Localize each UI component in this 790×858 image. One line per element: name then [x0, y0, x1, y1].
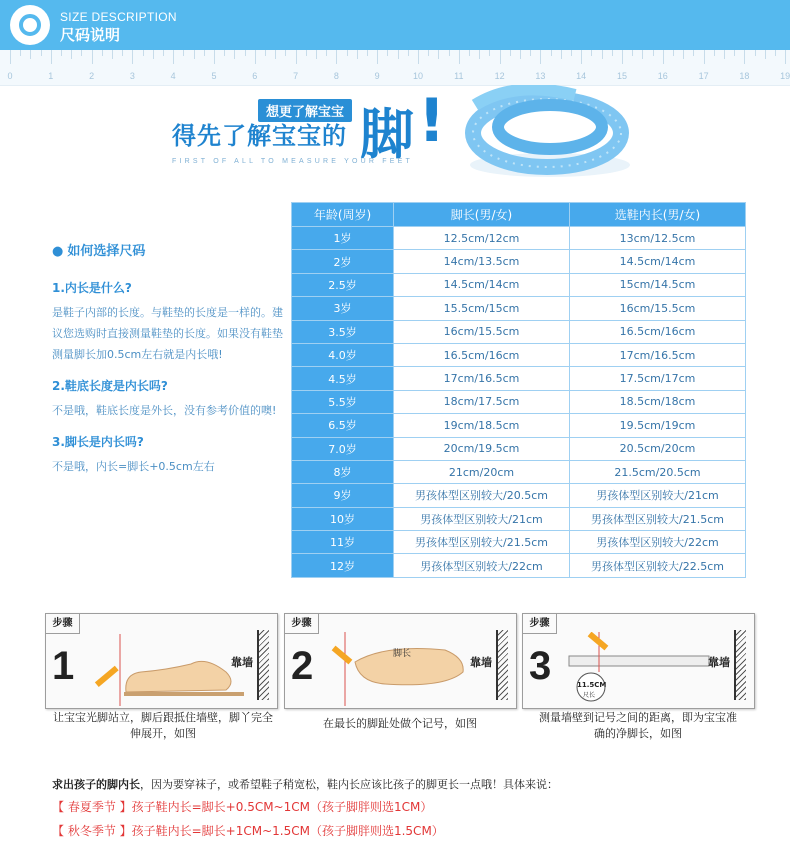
ruler-number: 7	[293, 71, 299, 81]
ruler-number: 0	[7, 71, 13, 81]
table-row	[292, 554, 746, 577]
column-header-age: 年龄(周岁)	[292, 203, 394, 227]
foot-length-cell: 12.5cm/12cm	[394, 227, 570, 250]
ruler-minor-tick	[357, 50, 358, 59]
ruler-number: 8	[333, 71, 339, 81]
guide-title: ● 如何选择尺码	[52, 244, 146, 259]
ruler-tick	[663, 50, 664, 64]
ruler-minor-tick	[275, 50, 276, 59]
table-row	[292, 390, 746, 413]
guide-answer-3: 不是哦，内长=脚长+0.5cm左右	[52, 460, 215, 473]
table-header-row	[292, 203, 746, 227]
age-cell: 10岁	[292, 507, 394, 530]
foot-length-cell: 16.5cm/16cm	[394, 343, 570, 366]
summer-rule: 【 春夏季节 】孩子鞋内长=脚长+0.5CM~1CM（孩子脚胖则选1CM）	[52, 800, 433, 814]
ruler-minor-tick	[326, 50, 327, 56]
inner-length-cell: 13cm/12.5cm	[570, 227, 746, 250]
banner-headline: 得先了解宝宝的	[172, 122, 347, 150]
inner-length-cell: 21.5cm/20.5cm	[570, 460, 746, 483]
age-cell: 1岁	[292, 227, 394, 250]
bottom-intro: 求出孩子的脚内长，因为要穿袜子，或希望鞋子稍宽松，鞋内长应该比孩子的脚更长一点哦！具体来说：	[52, 778, 558, 791]
step-3-label: 步骤	[523, 614, 557, 634]
age-cell: 6.5岁	[292, 414, 394, 437]
ruler-minor-tick	[194, 50, 195, 59]
ruler-number: 5	[211, 71, 217, 81]
guide-answer-2: 不是哦，鞋底长度是外长，没有参考价值的噢!	[52, 404, 277, 417]
inner-length-cell: 17.5cm/17cm	[570, 367, 746, 390]
guide-answer-1: 是鞋子内部的长度。与鞋垫的长度是一样的。建议您选购时直接测量鞋垫的长度。如果没有鞋垫测量脚长加0.5cm左右就是内长哦!	[52, 306, 283, 361]
ruler-tick	[500, 50, 501, 64]
ruler-tick	[581, 50, 582, 64]
ruler-tick	[377, 50, 378, 64]
foot-length-cell: 14.5cm/14cm	[394, 273, 570, 296]
ruler-minor-tick	[183, 50, 184, 56]
ruler-minor-tick	[632, 50, 633, 56]
banner-subtitle: FIRST OF ALL TO MEASURE YOUR FEET	[172, 158, 413, 165]
guide-question-3: 3.脚长是内长吗?	[52, 435, 144, 449]
table-row	[292, 507, 746, 530]
table-row	[292, 320, 746, 343]
foot-length-cell: 15.5cm/15cm	[394, 297, 570, 320]
ruler-minor-tick	[408, 50, 409, 56]
ruler-tick	[10, 50, 11, 64]
guide-question-1: 1.内长是什么?	[52, 281, 132, 295]
ruler-minor-tick	[265, 50, 266, 56]
page-header	[0, 0, 790, 50]
foot-length-cell: 21cm/20cm	[394, 460, 570, 483]
table-row	[292, 484, 746, 507]
ruler-minor-tick	[469, 50, 470, 56]
step-3-wall-icon	[734, 630, 746, 700]
step-2-caption: 在最长的脚趾处做个记号，如图	[323, 717, 477, 730]
ruler-tick	[336, 50, 337, 64]
ruler-number: 9	[374, 71, 380, 81]
step-3-caption: 测量墙壁到记号之间的距离，即为宝宝准确的净脚长，如图	[539, 711, 737, 740]
table-row	[292, 227, 746, 250]
ruler-tick	[418, 50, 419, 64]
foot-length-cell: 男孩体型区别较大/22cm	[394, 554, 570, 577]
foot-top-icon	[325, 632, 475, 706]
ruler-number: 19	[780, 71, 790, 81]
step-2-label: 步骤	[285, 614, 319, 634]
ruler-minor-tick	[81, 50, 82, 56]
ruler-minor-tick	[602, 50, 603, 59]
ruler-minor-tick	[61, 50, 62, 56]
step-1-wall-icon	[257, 630, 269, 700]
ruler-minor-tick	[530, 50, 531, 56]
ruler-tick	[132, 50, 133, 64]
ruler-minor-tick	[775, 50, 776, 56]
table-row	[292, 273, 746, 296]
ruler-minor-tick	[683, 50, 684, 59]
header-title-cn: 尺码说明	[60, 26, 121, 44]
ruler-minor-tick	[71, 50, 72, 59]
inner-length-cell: 男孩体型区别较大/22.5cm	[570, 554, 746, 577]
step-3-panel	[522, 613, 755, 709]
ruler-minor-tick	[479, 50, 480, 59]
foot-length-cell: 14cm/13.5cm	[394, 250, 570, 273]
ruler-number: 17	[698, 71, 709, 81]
size-table	[291, 202, 746, 578]
table-row	[292, 250, 746, 273]
age-cell: 7.0岁	[292, 437, 394, 460]
age-cell: 11岁	[292, 531, 394, 554]
ruler-minor-tick	[734, 50, 735, 56]
table-row	[292, 367, 746, 390]
inner-length-cell: 18.5cm/18cm	[570, 390, 746, 413]
foot-length-cell: 男孩体型区别较大/21.5cm	[394, 531, 570, 554]
ruler-minor-tick	[561, 50, 562, 59]
ruler-minor-tick	[591, 50, 592, 56]
ruler-minor-tick	[489, 50, 490, 56]
ruler-minor-tick	[520, 50, 521, 59]
age-cell: 4.0岁	[292, 343, 394, 366]
age-cell: 3.5岁	[292, 320, 394, 343]
step-2-foot-label: 脚长	[393, 649, 412, 659]
ruler-tick	[255, 50, 256, 64]
ruler-minor-tick	[724, 50, 725, 59]
ruler-strip	[0, 50, 790, 86]
size-guide-text	[52, 240, 287, 489]
foot-length-cell: 17cm/16.5cm	[394, 367, 570, 390]
ruler-minor-tick	[41, 50, 42, 56]
banner-foot-char: 脚	[360, 102, 414, 166]
inner-length-cell: 19.5cm/19cm	[570, 414, 746, 437]
ruler-number: 18	[739, 71, 750, 81]
inner-length-cell: 男孩体型区别较大/21.5cm	[570, 507, 746, 530]
ruler-tick	[622, 50, 623, 64]
age-cell: 5.5岁	[292, 390, 394, 413]
inner-length-cell: 男孩体型区别较大/21cm	[570, 484, 746, 507]
inner-length-cell: 男孩体型区别较大/22cm	[570, 531, 746, 554]
measuring-tape-icon	[455, 85, 640, 185]
step-2-wall-icon	[496, 630, 508, 700]
ruler-minor-tick	[571, 50, 572, 56]
table-row	[292, 460, 746, 483]
table-row	[292, 297, 746, 320]
ruler-minor-tick	[285, 50, 286, 56]
step-3-measure-sub: 尺长	[583, 692, 596, 699]
ruler-tick	[51, 50, 52, 64]
inner-length-cell: 20.5cm/20cm	[570, 437, 746, 460]
age-cell: 3岁	[292, 297, 394, 320]
ruler-minor-tick	[765, 50, 766, 59]
column-header-foot-length: 脚长(男/女)	[394, 203, 570, 227]
foot-side-icon	[86, 634, 246, 706]
foot-length-cell: 20cm/19.5cm	[394, 437, 570, 460]
ruler-minor-tick	[449, 50, 450, 56]
inner-length-cell: 14.5cm/14cm	[570, 250, 746, 273]
ruler-minor-tick	[673, 50, 674, 56]
ruler-minor-tick	[387, 50, 388, 56]
guide-question-2: 2.鞋底长度是内长吗?	[52, 379, 168, 393]
ruler-number: 13	[535, 71, 546, 81]
ruler-tick	[459, 50, 460, 64]
column-header-inner-length: 选鞋内长(男/女)	[570, 203, 746, 227]
ruler-minor-tick	[20, 50, 21, 56]
age-cell: 8岁	[292, 460, 394, 483]
ruler-number: 6	[252, 71, 258, 81]
table-row	[292, 343, 746, 366]
step-1-caption: 让宝宝光脚站立，脚后跟抵住墙壁，脚丫完全伸展开，如图	[53, 711, 273, 740]
ruler-tick	[744, 50, 745, 64]
table-row	[292, 531, 746, 554]
step-3-number: 3	[529, 644, 552, 688]
ruler-number: 1	[48, 71, 54, 81]
ruler-minor-tick	[612, 50, 613, 56]
ruler-number: 11	[454, 71, 464, 81]
ruler-minor-tick	[245, 50, 246, 56]
age-cell: 2.5岁	[292, 273, 394, 296]
step-1-wall-label: 靠墙	[231, 656, 253, 669]
inner-length-cell: 15cm/14.5cm	[570, 273, 746, 296]
ruler-tick	[92, 50, 93, 64]
age-cell: 12岁	[292, 554, 394, 577]
ruler-minor-tick	[438, 50, 439, 59]
ruler-minor-tick	[551, 50, 552, 56]
table-row	[292, 414, 746, 437]
ruler-minor-tick	[367, 50, 368, 56]
step-1-number: 1	[52, 644, 75, 688]
ruler-minor-tick	[428, 50, 429, 56]
ruler-minor-tick	[153, 50, 154, 59]
step-2-panel	[284, 613, 517, 709]
ruler-minor-tick	[510, 50, 511, 56]
ruler-minor-tick	[224, 50, 225, 56]
step-2-number: 2	[291, 644, 314, 688]
ruler-number: 12	[494, 71, 505, 81]
ruler-tick	[540, 50, 541, 64]
ruler-tick	[704, 50, 705, 64]
ruler-number: 4	[170, 71, 176, 81]
ruler-minor-tick	[306, 50, 307, 56]
ruler-minor-tick	[163, 50, 164, 56]
ruler-number: 3	[129, 71, 135, 81]
inner-length-cell: 16cm/15.5cm	[570, 297, 746, 320]
ruler-number: 14	[576, 71, 587, 81]
ruler-minor-tick	[653, 50, 654, 56]
age-cell: 2岁	[292, 250, 394, 273]
ruler-tick	[173, 50, 174, 64]
ruler-number: 15	[616, 71, 628, 81]
age-cell: 9岁	[292, 484, 394, 507]
ruler-tick	[296, 50, 297, 64]
step-2-wall-label: 靠墙	[470, 656, 492, 669]
ruler-minor-tick	[398, 50, 399, 59]
foot-length-cell: 19cm/18.5cm	[394, 414, 570, 437]
foot-length-cell: 男孩体型区别较大/21cm	[394, 507, 570, 530]
ruler-minor-tick	[693, 50, 694, 56]
banner-tagline: 想更了解宝宝	[258, 99, 352, 122]
ruler-number: 10	[412, 71, 424, 81]
ruler-minor-tick	[755, 50, 756, 56]
ruler-number: 16	[657, 71, 668, 81]
step-1-label: 步骤	[46, 614, 80, 634]
banner-exclamation: !	[418, 86, 446, 156]
foot-length-cell: 男孩体型区别较大/20.5cm	[394, 484, 570, 507]
ruler-minor-tick	[102, 50, 103, 56]
ruler-number: 2	[89, 71, 95, 81]
ruler-minor-tick	[112, 50, 113, 59]
ruler-tick	[785, 50, 786, 64]
ruler-minor-tick	[347, 50, 348, 56]
ruler-minor-tick	[204, 50, 205, 56]
ruler-minor-tick	[143, 50, 144, 56]
bullet-icon: ●	[52, 244, 64, 259]
inner-length-cell: 16.5cm/16cm	[570, 320, 746, 343]
table-row	[292, 437, 746, 460]
ruler-minor-tick	[642, 50, 643, 59]
ruler-minor-tick	[316, 50, 317, 59]
winter-rule: 【 秋冬季节 】孩子鞋内长=脚长+1CM~1.5CM（孩子脚胖则选1.5CM）	[52, 824, 444, 838]
header-title-en: SIZE DESCRIPTION	[60, 10, 177, 24]
ruler-minor-tick	[30, 50, 31, 59]
step-3-measure-value: 11.5CM	[577, 681, 607, 689]
foot-length-cell: 18cm/17.5cm	[394, 390, 570, 413]
ruler-minor-tick	[234, 50, 235, 59]
header-logo-icon	[10, 5, 50, 45]
ruler-minor-tick	[714, 50, 715, 56]
step-3-wall-label: 靠墙	[708, 656, 730, 669]
age-cell: 4.5岁	[292, 367, 394, 390]
inner-length-cell: 17cm/16.5cm	[570, 343, 746, 366]
foot-length-cell: 16cm/15.5cm	[394, 320, 570, 343]
ruler-minor-tick	[122, 50, 123, 56]
step-1-panel	[45, 613, 278, 709]
ruler-tick	[214, 50, 215, 64]
